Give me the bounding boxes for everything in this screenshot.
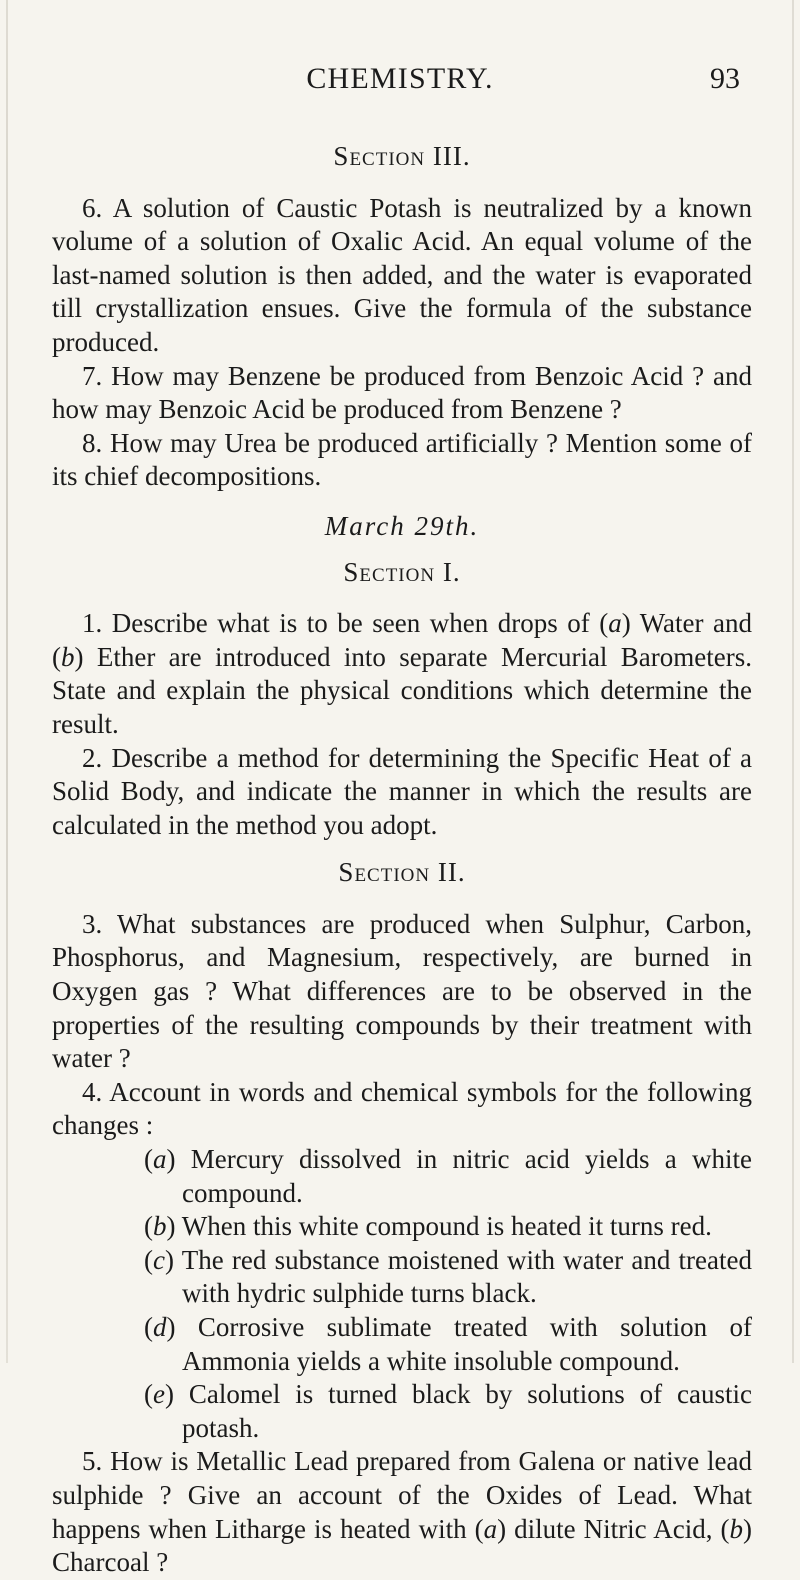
item-marker: e — [153, 1379, 165, 1410]
exam-date: March 29th. — [324, 510, 480, 541]
question-5 — [52, 1445, 752, 1579]
q5-marker-a: a — [483, 1513, 498, 1544]
item-text: Calomel is turned black by solutions of caustic potash. — [182, 1379, 752, 1443]
list-item: (e) Calomel is turned black by solutions of caustic potash. — [144, 1379, 752, 1443]
item-marker: d — [153, 1312, 167, 1342]
question-6: 6. A solution of Caustic Potash is neutralized by a known volume of a solution of Oxalic Acid. An equal volume of the last-named solution is then added, and the water is evaporated till crystallization ensues. Give the formula of the substance produced. — [52, 192, 752, 357]
question-4-changes — [52, 1143, 752, 1445]
q5-marker-b: b — [729, 1513, 743, 1544]
question-4-intro: 4. Account in words and chemical symbols for the following changes : — [52, 1076, 752, 1141]
question-3: 3. What substances are produced when Sulphur, Carbon, Phosphorus, and Magnesium, respectively, are burned in Oxygen gas ? What differences are to be observed in the properties of the resulting compounds by their treatment with water ? — [52, 908, 752, 1074]
q1-prefix: 1. Describe what is to be seen when drops of ( — [82, 608, 609, 639]
item-text: Corrosive sublimate treated with solution of Ammonia yields a white insoluble compound. — [182, 1312, 752, 1376]
list-item: (d) Corrosive sublimate treated with solution of Ammonia yields a white insoluble compound. — [144, 1312, 752, 1376]
q1-suffix: ) Ether are introduced into separate Mercurial Barometers. State and explain the physical conditions which determine the result. — [52, 641, 752, 739]
running-title: CHEMISTRY. — [306, 62, 494, 95]
question-2: 2. Describe a method for determining the Specific Heat of a Solid Body, and indicate the manner in which the results are calculated in the method you adopt. — [52, 742, 752, 840]
section-3-heading: Section III. — [333, 141, 471, 171]
list-item: (b) When this white compound is heated it turns red. — [144, 1211, 712, 1242]
page-edge-right — [792, 0, 794, 1363]
q5-mid: ) dilute Nitric Acid, ( — [497, 1513, 730, 1544]
section-1-heading: Section I. — [343, 556, 461, 587]
section-2-heading: Section II. — [338, 857, 466, 888]
page-number: 93 — [710, 62, 740, 95]
item-text: The red substance moistened with water and treated with hydric sulphide turns black. — [181, 1244, 752, 1309]
q1-mid: ) Water and ( — [52, 608, 752, 672]
list-item: (a) Mercury dissolved in nitric acid yields a white compound. — [144, 1144, 752, 1208]
item-marker: a — [153, 1144, 167, 1175]
page-header — [50, 62, 750, 102]
question-1 — [52, 607, 752, 741]
item-marker: b — [153, 1211, 167, 1242]
page-edge-left — [6, 0, 8, 1363]
list-item: (c) The red substance moistened with water and treated with hydric sulphide turns black. — [144, 1244, 752, 1309]
item-marker: c — [153, 1244, 165, 1275]
q1-marker-a: a — [608, 608, 622, 639]
question-7: 7. How may Benzene be produced from Benzoic Acid ? and how may Benzoic Acid be produced from Benzene ? — [52, 360, 752, 425]
page-content — [52, 140, 752, 1580]
question-8: 8. How may Urea be produced artificially ? Mention some of its chief decompositions. — [52, 427, 752, 492]
item-text: When this white compound is heated it turns red. — [181, 1211, 712, 1242]
q5-main: 5. How is Metallic Lead prepared from Galena or native lead sulphide ? Give an account of the Oxides of Lead. What happens when Litharge is heated with ( — [52, 1446, 752, 1544]
item-text: Mercury dissolved in nitric acid yields a white compound. — [182, 1144, 752, 1208]
q1-marker-b: b — [61, 641, 75, 672]
q5-suffix: ) Charcoal ? — [52, 1513, 752, 1578]
